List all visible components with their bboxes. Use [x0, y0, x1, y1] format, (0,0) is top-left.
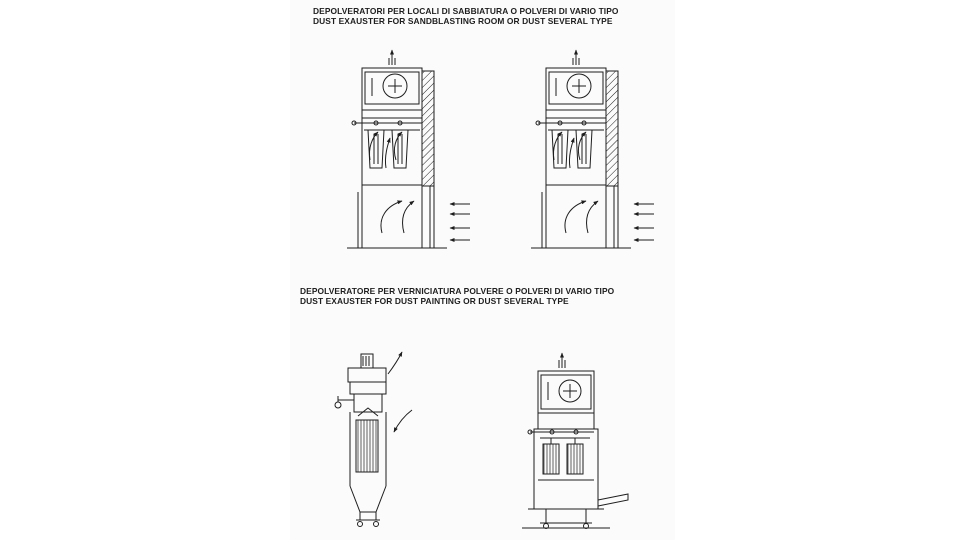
section-1-title-english: DUST EXAUSTER FOR SANDBLASTING ROOM OR DUST SEVERAL TYPE [313, 16, 613, 26]
section-1-title-italian: DEPOLVERATORI PER LOCALI DI SABBIATURA O POLVERI DI VARIO TIPO [313, 6, 619, 16]
sandblasting-exhauster-left [347, 50, 470, 248]
section-2-title-italian: DEPOLVERATORE PER VERNICIATURA POLVERE O POLVERI DI VARIO TIPO [300, 286, 615, 296]
section-2-title-english: DUST EXAUSTER FOR DUST PAINTING OR DUST SEVERAL TYPE [300, 296, 569, 306]
sandblasting-exhauster-right [531, 50, 654, 248]
cyclone-dust-collector [335, 352, 412, 527]
painting-dust-exhauster [522, 353, 628, 529]
